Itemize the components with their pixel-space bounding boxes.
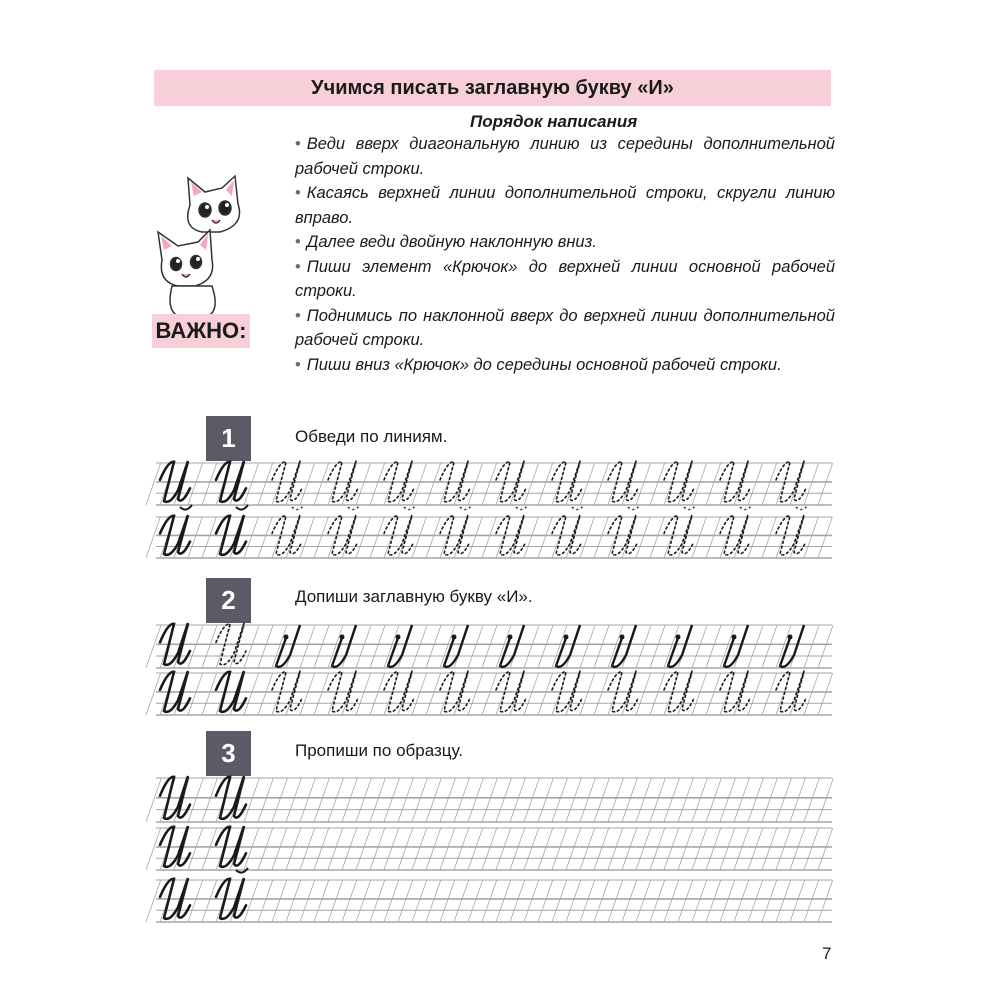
start-dot [676, 635, 681, 640]
start-dot [564, 635, 569, 640]
rule-item: • Далее веди двойную наклонную вниз. [295, 233, 597, 251]
practice-row [146, 826, 833, 870]
rule-item: • Касаясь верхней линии дополнительной строки, скругли линию вправо. [295, 184, 835, 227]
task-number-badge: 1 [206, 416, 251, 461]
start-dot [284, 635, 289, 640]
start-dot [508, 635, 513, 640]
practice-row [146, 868, 833, 922]
bullet-icon: • [295, 135, 301, 153]
order-heading: Порядок написания [470, 112, 638, 131]
practice-row [146, 776, 833, 822]
start-dot [620, 635, 625, 640]
bullet-icon: • [295, 355, 301, 374]
page-number: 7 [822, 944, 832, 963]
bullet-icon: • [295, 257, 301, 276]
start-dot [788, 635, 793, 640]
bullet-icon: • [295, 306, 301, 325]
important-badge: ВАЖНО: [152, 314, 250, 348]
start-dot [340, 635, 345, 640]
practice-row [146, 623, 833, 668]
task-number-badge: 2 [206, 578, 251, 623]
start-dot [396, 635, 401, 640]
start-dot [732, 635, 737, 640]
bullet-icon: • [295, 184, 301, 202]
bullet-icon: • [295, 233, 301, 251]
task-instruction: Допиши заглавную букву «И». [295, 587, 533, 606]
task-instruction: Пропиши по образцу. [295, 741, 464, 760]
start-dot [452, 635, 457, 640]
practice-row [146, 461, 833, 505]
rule-item: • Поднимись по наклонной вверх до верхней линии дополнительной рабочей строки. [295, 306, 835, 349]
rule-item: • Веди вверх диагональную линию из середины дополнительной рабочей строки. [295, 135, 835, 178]
task-instruction: Обведи по линиям. [295, 427, 448, 446]
practice-row [146, 505, 832, 558]
rule-item: • Пиши элемент «Крючок» до верхней линии основной рабочей строки. [295, 257, 835, 300]
page-title: Учимся писать заглавную букву «И» [311, 76, 674, 99]
task-number-badge: 3 [206, 731, 251, 776]
rule-item: • Пиши вниз «Крючок» до середины основной рабочей строки. [295, 355, 782, 374]
practice-row [146, 671, 833, 715]
